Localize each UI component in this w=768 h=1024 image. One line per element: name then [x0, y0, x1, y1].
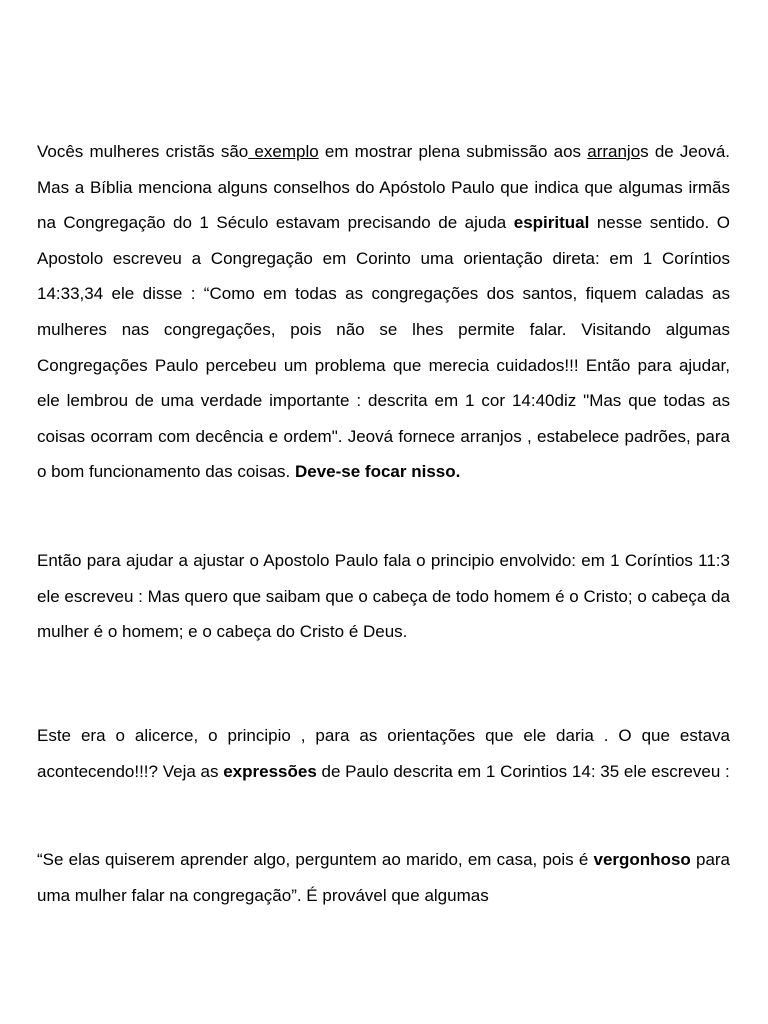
- text-segment: Vocês mulheres cristãs são: [37, 142, 249, 161]
- paragraph-foundation: [37, 718, 730, 789]
- text-segment-underlined: arranjo: [587, 142, 641, 161]
- text-segment: “Se elas quiserem aprender algo, perguntem ao marido, em casa, pois é: [37, 850, 594, 869]
- text-segment-bold: vergonhoso: [593, 850, 691, 869]
- text-segment-bold: espiritual: [513, 213, 590, 233]
- text-segment-underlined: exemplo: [248, 142, 319, 161]
- text-segment: em mostrar plena submissão aos: [318, 142, 588, 161]
- text-segment: de Paulo descrita em 1 Corintios 14: 35 ele escreveu :: [316, 761, 730, 781]
- text-segment: Então para ajudar a ajustar o Apostolo Paulo fala o principio envolvido: em 1 Coríntios 11:3 ele escreveu : Mas quero que saibam que o cabeça de todo homem é o Cristo; o cabeça da mulher é o homem; e o cabeça do Cristo é Deus.: [37, 551, 730, 642]
- paragraph-quote: [37, 842, 730, 913]
- paragraph-principle: [37, 543, 730, 650]
- text-segment: para uma mulher falar na congregação”. É provável que algumas: [37, 850, 731, 905]
- text-segment-bold: expressões: [223, 761, 317, 781]
- text-segment: Este era o alicerce, o principio , para as orientações que ele daria . O que estava acontecendo!!!? Veja as: [37, 726, 730, 781]
- text-segment: nesse sentido. O Apostolo escreveu a Congregação em Corinto uma orientação direta: em 1 Coríntios 14:33,34 ele disse : “Como em todas as congregações dos santos, fiquem caladas as mulheres nas congregações, pois não se lhes permite falar. Visitando algumas Congregações Paulo percebeu um problema que merecia cuidados!!! Então para ajudar, ele lembrou de uma verdade importante : descrita em 1 cor 14:40diz "Mas que todas as coisas ocorram com decência e ordem". Jeová fornece arranjos , estabelece padrões, para o bom funcionamento das coisas.: [37, 213, 730, 482]
- text-segment: s de Jeová. Mas a Bíblia menciona alguns conselhos do Apóstolo Paulo que indica que algumas irmãs na Congregação do 1 Século estavam precisando de ajuda: [37, 142, 730, 233]
- paragraph-submission: [37, 134, 730, 490]
- text-segment-bold: Deve-se focar nisso.: [294, 462, 461, 482]
